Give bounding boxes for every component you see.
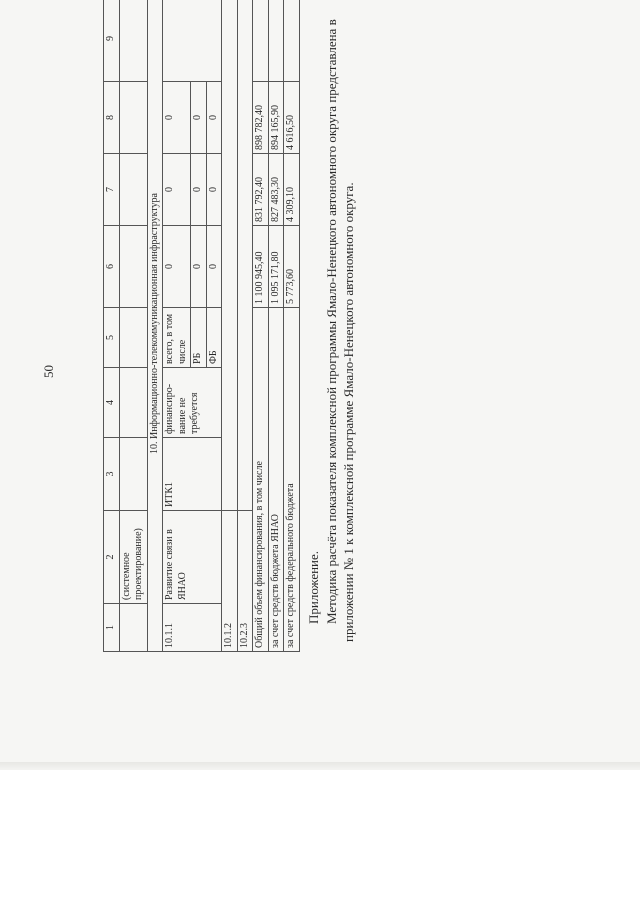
total-value: 831 792,40 bbox=[253, 154, 269, 226]
appendix-title: Приложение. bbox=[306, 550, 321, 624]
header-cell: 7 bbox=[104, 154, 120, 226]
header-cell: 8 bbox=[104, 82, 120, 154]
header-cell: 5 bbox=[104, 308, 120, 368]
table-cell: 10.2.3 bbox=[237, 511, 253, 652]
section-title: 10. Информационно-телекоммуникационная инфраструктура bbox=[147, 0, 163, 652]
header-cell: 6 bbox=[104, 226, 120, 308]
total-value: 5 773,60 bbox=[284, 226, 300, 308]
table-cell: финансиро-вание не требуется bbox=[163, 368, 222, 438]
total-value: 894 165,90 bbox=[268, 82, 284, 154]
table-cell: (системное проектирование) bbox=[119, 511, 147, 604]
table-cell: 0 bbox=[191, 154, 207, 226]
scan-edge bbox=[0, 762, 640, 770]
table-row bbox=[119, 0, 147, 652]
total-value: 1 095 171,80 bbox=[268, 226, 284, 308]
header-cell: 2 bbox=[104, 511, 120, 604]
table-row bbox=[222, 0, 238, 652]
table-cell: всего, в том числе bbox=[163, 308, 191, 368]
total-value: 4 616,50 bbox=[284, 82, 300, 154]
total-value: 898 782,40 bbox=[253, 82, 269, 154]
total-value: 4 309,10 bbox=[284, 154, 300, 226]
table-cell: 0 bbox=[163, 154, 191, 226]
table-cell: 0 bbox=[191, 82, 207, 154]
rotated-page-content bbox=[13, 0, 640, 648]
table-row bbox=[237, 0, 253, 652]
page-number: 50 bbox=[41, 365, 56, 378]
total-value: 827 483,30 bbox=[268, 154, 284, 226]
table-cell: 0 bbox=[163, 82, 191, 154]
header-row bbox=[104, 0, 120, 652]
appendix-text: Методика расчёта показателя комплексной программы Ямало-Ненецкого автономного округа представлена в приложении № 1 к комплексной программе Ямало-Ненецкого автономного округа. bbox=[323, 19, 357, 642]
header-cell: 3 bbox=[104, 438, 120, 511]
total-row bbox=[268, 0, 284, 652]
table-cell: Развитие связи в ЯНАО bbox=[163, 511, 222, 604]
table-cell: 0 bbox=[206, 154, 222, 226]
table-cell: 10.1.2 bbox=[222, 511, 238, 652]
total-row bbox=[284, 0, 300, 652]
total-value: 1 100 945,40 bbox=[253, 226, 269, 308]
table-cell: 10.1.1 bbox=[163, 604, 222, 652]
total-row bbox=[253, 0, 269, 652]
financing-table bbox=[103, 0, 300, 652]
total-label: Общий объем финансирования, в том числе bbox=[253, 308, 269, 652]
section-row bbox=[147, 0, 163, 652]
table-cell: РБ bbox=[191, 308, 207, 368]
header-cell: 4 bbox=[104, 368, 120, 438]
total-label: за счет средств федерального бюджета bbox=[284, 308, 300, 652]
table-cell: ФБ bbox=[206, 308, 222, 368]
header-cell: 1 bbox=[104, 604, 120, 652]
table-cell: 0 bbox=[206, 226, 222, 308]
table-cell: 0 bbox=[191, 226, 207, 308]
header-cell: 9 bbox=[104, 0, 120, 82]
table-cell: 0 bbox=[163, 226, 191, 308]
table-cell: 0 bbox=[206, 82, 222, 154]
table-cell: ИТК1 bbox=[163, 438, 222, 511]
appendix-note bbox=[305, 0, 358, 642]
table-row bbox=[163, 0, 191, 652]
total-label: за счет средств бюджета ЯНАО bbox=[268, 308, 284, 652]
